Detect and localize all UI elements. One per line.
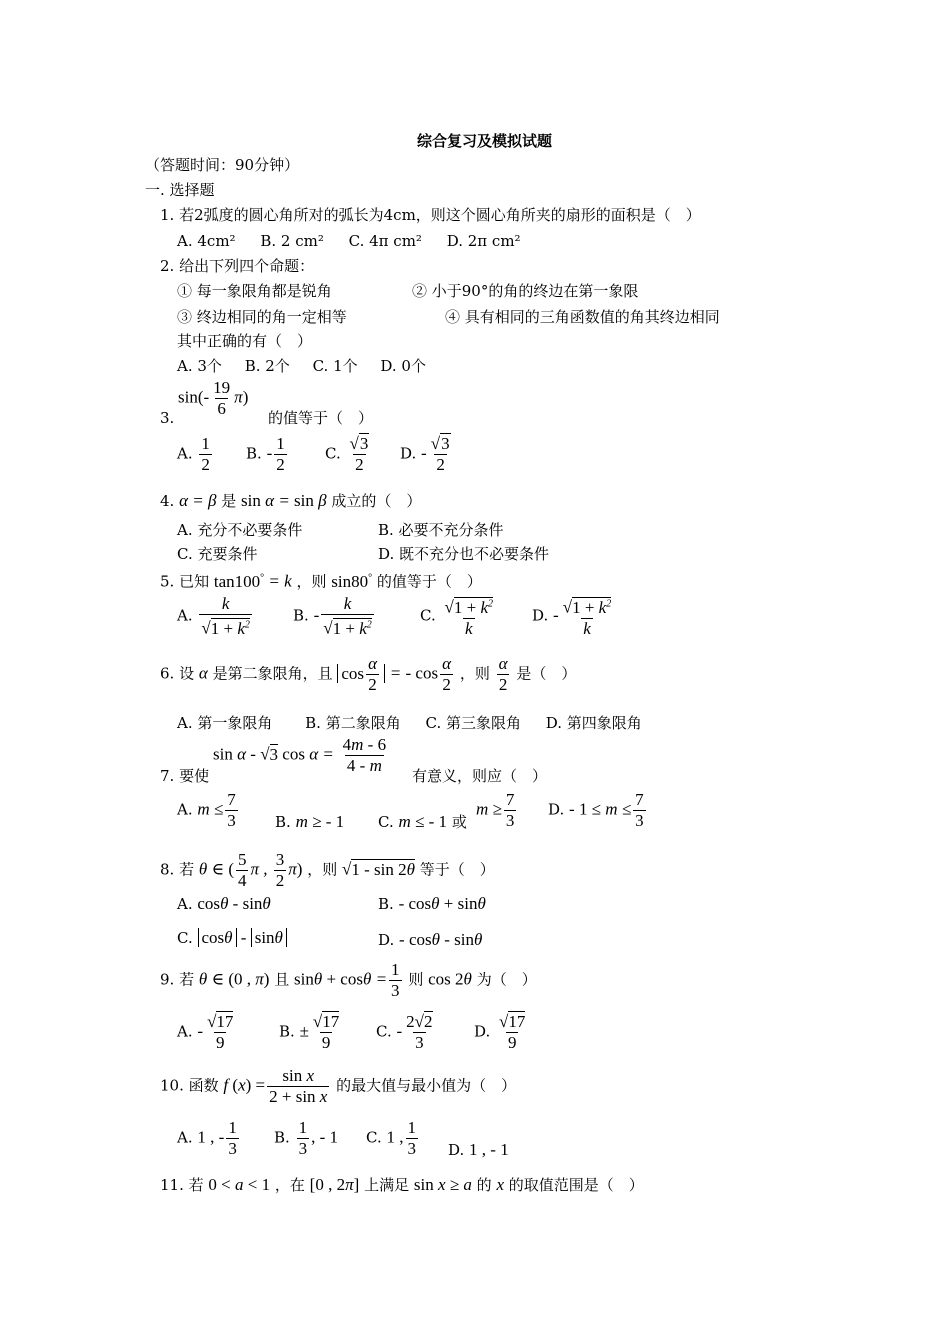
q6-option-c: C. 第三象限角 [425, 714, 521, 732]
q9-option-a: A. - $\frac{√17}{9}$ [177, 1012, 234, 1052]
q6-pre: 6. 设 [160, 664, 195, 683]
q5-label-d: D. [532, 606, 549, 625]
q7-label-b: B. [275, 813, 291, 831]
q1-options [177, 231, 521, 251]
q5-option-b: B. - $\frac{k}{√1 + k^2}$ [293, 594, 372, 638]
q8-stem: 8. 若 θ ∈ ( $\frac{5}{4}$ π , $\frac{3}{2}$ π) ，则 √1 - sin 2θ 等于（ ） [160, 850, 495, 890]
q8-option-c: C. cosθ - sinθ [177, 928, 287, 948]
section-heading: 一. 选择题 [145, 181, 215, 199]
q2-option-b: B. 2个 [244, 357, 290, 375]
q6-stem: 6. 设 α 是第二象限角，且 cos $\frac{\alpha}{2}$ = - cos $\frac{\alpha}{2}$ ，则 $\frac{\alpha}{2}$ 是（ ） [160, 654, 577, 695]
q9-option-d: D. $\frac{√17}{9}$ [474, 1012, 526, 1052]
q5-label-b: B. [293, 606, 309, 625]
q9-mid2: 则 [408, 970, 424, 989]
q3-num: 3. [160, 409, 175, 427]
q6-option-b: B. 第二象限角 [305, 714, 401, 732]
q8-label-a: A. [177, 895, 193, 913]
q9-stem: 9. 若 θ ∈ (0 , π) 且 sinθ + cosθ = $\frac{1}{3}$ 则 cos 2θ 为（ ） [160, 960, 537, 1000]
q3-tail: 的值等于（ ） [268, 409, 374, 427]
q7-or: 或 [451, 813, 467, 831]
q9-pre: 9. 若 [160, 970, 195, 989]
q10-pre: 10. 函数 [160, 1076, 219, 1095]
q8-label-b: B. [378, 895, 394, 913]
q2-stem: 2. 给出下列四个命题： [160, 257, 315, 275]
q4-stem: 4. α = β 是 sin α = sin β 成立的（ ） [160, 491, 422, 510]
q4-tail: 成立的（ ） [331, 492, 422, 510]
q10-label-d: D. [448, 1141, 465, 1159]
q7-expression: sin α - √3 cos α = $\frac{4m - 6}{4 - m}$ [213, 735, 387, 775]
q3-label-d: D. [400, 444, 417, 463]
q4-option-d: D. 既不充分也不必要条件 [378, 545, 550, 563]
q10-label-b: B. [274, 1128, 290, 1147]
q7-pre: 7. 要使 [160, 767, 210, 785]
q10-label-a: A. [177, 1128, 193, 1147]
q11-tail: 的取值范围是（ ） [508, 1176, 644, 1194]
q10-option-d: D. 1 , - 1 [448, 1140, 509, 1159]
q8-mid: ，则 [307, 860, 338, 879]
q7-label-c: C. [378, 813, 394, 831]
time-note: （答题时间：90分钟） [145, 156, 300, 174]
q10-option-a: A. 1 , - $\frac{1}{3}$ [177, 1118, 237, 1158]
q9-option-c: C. - $\frac{2√2}{3}$ [376, 1012, 433, 1052]
q10-stem: 10. 函数 f (x) = $\frac{\text{sin x}}{\text{2 + sin x}}$ 的最大值与最小值为（ ） [160, 1066, 517, 1106]
q2-prop-4: ④ 具有相同的三角函数值的角其终边相同 [445, 308, 720, 326]
q9-label-c: C. [376, 1022, 392, 1041]
q5-pre: 5. 已知 [160, 572, 210, 591]
q8-option-d: D. - cosθ - sinθ [378, 930, 483, 949]
q11-pre: 11. 若 [160, 1176, 204, 1194]
q10-option-c: C. 1 , $\frac{1}{3}$ [366, 1118, 416, 1158]
q2-options [177, 356, 426, 376]
q1-option-c: C. 4π cm² [348, 232, 422, 250]
q10-tail: 的最大值与最小值为（ ） [336, 1076, 517, 1095]
q5-tail: 的值等于（ ） [376, 572, 482, 591]
page-title: 综合复习及模拟试题 [417, 132, 553, 150]
q8-pre: 8. 若 [160, 860, 195, 879]
q2-prop-1: ① 每一象限角都是锐角 [177, 282, 332, 300]
q3-option-d: D. - $\frac{√3}{2}$ [400, 434, 450, 474]
q3-label-a: A. [177, 444, 193, 463]
q5-option-d: D. - $\frac{√1 + k^2}{k}$ [532, 597, 612, 638]
q7-option-d: D. - 1 ≤ m ≤ $\frac{7}{3}$ [548, 790, 644, 830]
q9-label-b: B. [279, 1022, 295, 1041]
q8-tail: 等于（ ） [419, 860, 495, 879]
q3-label-c: C. [325, 444, 341, 463]
q9-option-b: B. ± $\frac{√17}{9}$ [279, 1012, 340, 1052]
q8-label-c: C. [177, 929, 193, 947]
q3-label-b: B. [246, 444, 262, 463]
q3-options: A. $\frac{1}{2}$ [177, 434, 210, 474]
q6-option-d: D. 第四象限角 [545, 714, 642, 732]
q6-option-a: A. 第一象限角 [177, 714, 273, 732]
q5-label-a: A. [177, 606, 193, 625]
q3-expression: sin(- $\frac{19}{6}$ π) [178, 378, 249, 418]
q4-mid: 是 [221, 492, 237, 510]
q6-mid2: ，则 [459, 664, 490, 683]
q7-tail: 有意义，则应（ ） [412, 767, 548, 785]
q7-option-b: B. m ≥ - 1 [275, 812, 345, 831]
q2-option-a: A. 3个 [177, 357, 222, 375]
q6-mid1: 是第二象限角，且 [212, 664, 333, 683]
q2-prop-2: ② 小于90°的角的终边在第一象限 [412, 282, 639, 300]
q2-prop-3: ③ 终边相同的角一定相等 [177, 308, 347, 326]
q1-option-a: A. 4cm² [177, 232, 236, 250]
q5-option-a: A. $\frac{k}{√1 + k^2}$ [177, 594, 250, 638]
q8-option-b: B. - cosθ + sinθ [378, 894, 486, 913]
q5-option-c: C. $\frac{√1 + k^2}{k}$ [420, 597, 493, 638]
q1-option-b: B. 2 cm² [260, 232, 324, 250]
q9-mid1: 且 [274, 970, 290, 989]
q6-tail: 是（ ） [516, 664, 577, 683]
q7-label-d: D. [548, 800, 565, 819]
q3-option-b: B. - $\frac{1}{2}$ [246, 434, 285, 474]
q5-stem: 5. 已知 tan100° = k ，则 sin80° 的值等于（ ） [160, 571, 482, 591]
q1-option-d: D. 2π cm² [446, 232, 521, 250]
q2-option-c: C. 1个 [312, 357, 358, 375]
q4-option-b: B. 必要不充分条件 [378, 521, 504, 539]
q7-option-a: A. m ≤ $\frac{7}{3}$ [177, 790, 236, 830]
q11-mid3: 的 [476, 1176, 492, 1194]
q4-option-a: A. 充分不必要条件 [177, 521, 303, 539]
q5-mid: ，则 [296, 572, 327, 591]
q3-option-c: C. $\frac{√3}{2}$ [325, 434, 369, 474]
q4-num: 4. [160, 492, 175, 510]
q7-option-c-part: m ≥ $\frac{7}{3}$ [476, 790, 515, 830]
q11-stem: 11. 若 0 < a < 1 ，在 [0 , 2π] 上满足 sin x ≥ a 的 x 的取值范围是（ ） [160, 1175, 644, 1194]
q11-mid1: ，在 [274, 1176, 305, 1194]
q10-label-c: C. [366, 1128, 382, 1147]
q4-option-c: C. 充要条件 [177, 545, 258, 563]
q2-ask: 其中正确的有（ ） [177, 332, 313, 350]
q8-label-d: D. [378, 931, 395, 949]
q2-option-d: D. 0个 [380, 357, 426, 375]
q9-label-d: D. [474, 1022, 491, 1041]
q8-option-a: A. cosθ - sinθ [177, 894, 271, 913]
q9-label-a: A. [177, 1022, 193, 1041]
q7-option-c: C. m ≤ - 1 或 [378, 812, 467, 831]
q1-stem: 1. 若2弧度的圆心角所对的弧长为4cm，则这个圆心角所夹的扇形的面积是（ ） [160, 206, 701, 224]
q6-options [177, 713, 642, 733]
q11-mid2: 上满足 [364, 1176, 410, 1194]
q7-label-a: A. [177, 800, 193, 819]
q10-option-b: B. $\frac{1}{3}$ , - 1 [274, 1118, 338, 1158]
q9-tail: 为（ ） [476, 970, 537, 989]
q5-label-c: C. [420, 606, 436, 625]
